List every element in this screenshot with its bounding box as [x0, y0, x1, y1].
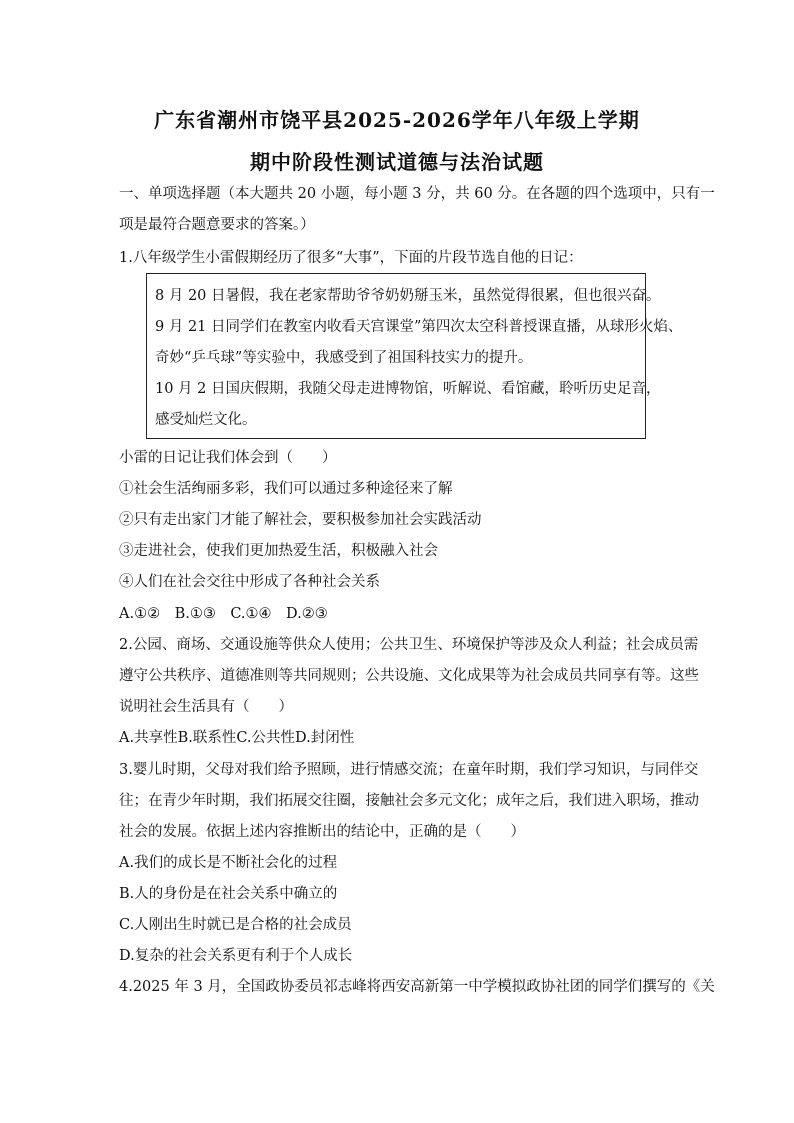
diary-line-4: 10 月 2 日国庆假期，我随父母走进博物馆，听解说、看馆藏，聆听历史足音， — [155, 381, 661, 397]
q3-option-c: C.人刚出生时就已是合格的社会成员 — [119, 917, 352, 933]
q1-item-1: ①社会生活绚丽多彩，我们可以通过多种途径来了解 — [119, 481, 453, 497]
diary-line-1: 8 月 20 日暑假，我在老家帮助爷爷奶奶掰玉米，虽然觉得很累，但也很兴奋。 — [155, 288, 661, 304]
diary-line-2: 9 月 21 日同学们在教室内收看天宫课堂”第四次太空科普授课直播，从球形火焰、 — [155, 319, 683, 335]
q1-item-3: ③走进社会，使我们更加热爱生活，积极融入社会 — [119, 543, 438, 559]
section-heading-line2: 项是最符合题意要求的答案。） — [119, 217, 315, 233]
q1-options: A.①② B.①③ C.①④ D.②③ — [119, 606, 328, 622]
q1-item-2: ②只有走出家门才能了解社会，要积极参加社会实践活动 — [119, 512, 482, 528]
diary-line-5: 感受灿烂文化。 — [155, 412, 257, 428]
q1-stem: 1.八年级学生小雷假期经历了很多“大事”，下面的片段节选自他的日记： — [119, 250, 583, 266]
q1-question: 小雷的日记让我们体会到（ ） — [119, 450, 337, 466]
q1-item-4: ④人们在社会交往中形成了各种社会关系 — [119, 574, 380, 590]
exam-title-line2: 期中阶段性测试道德与法治试题 — [250, 150, 544, 174]
q3-line2: 往；在青少年时期，我们拓展交往圈，接触社会多元文化；成年之后，我们进入职场，推动 — [119, 793, 699, 809]
q3-option-b: B.人的身份是在社会关系中确立的 — [119, 886, 338, 902]
q2-options: A.共享性B.联系性C.公共性D.封闭性 — [119, 730, 355, 746]
diary-line-3: 奇妙“乒乓球”等实验中，我感受到了祖国科技实力的提升。 — [155, 350, 533, 366]
q3-line1: 3.婴儿时期，父母对我们给予照顾，进行情感交流；在童年时期，我们学习知识，与同伴交 — [119, 762, 699, 778]
q2-line1: 2.公园、商场、交通设施等供众人使用；公共卫生、环境保护等涉及众人利益；社会成员需 — [119, 637, 699, 653]
section-heading-line1: 一、单项选择题（本大题共 20 小题，每小题 3 分，共 60 分。在各题的四个选项中，只有一 — [119, 186, 715, 202]
q2-line2: 遵守公共秩序、道德准则等共同规则；公共设施、文化成果等为社会成员共同享有等。这些 — [119, 668, 699, 684]
q3-option-d: D.复杂的社会关系更有利于个人成长 — [119, 948, 353, 964]
q3-option-a: A.我们的成长是不断社会化的过程 — [119, 855, 338, 871]
q3-line3: 社会的发展。依据上述内容推断出的结论中，正确的是（ ） — [119, 824, 525, 840]
q4-line1: 4.2025 年 3 月，全国政协委员祁志峰将西安高新第一中学模拟政协社团的同学们撰写的《关 — [119, 979, 715, 995]
exam-title-line1: 广东省潮州市饶平县2025-2026学年八年级上学期 — [154, 108, 640, 132]
q2-line3: 说明社会生活具有（ ） — [119, 699, 293, 715]
